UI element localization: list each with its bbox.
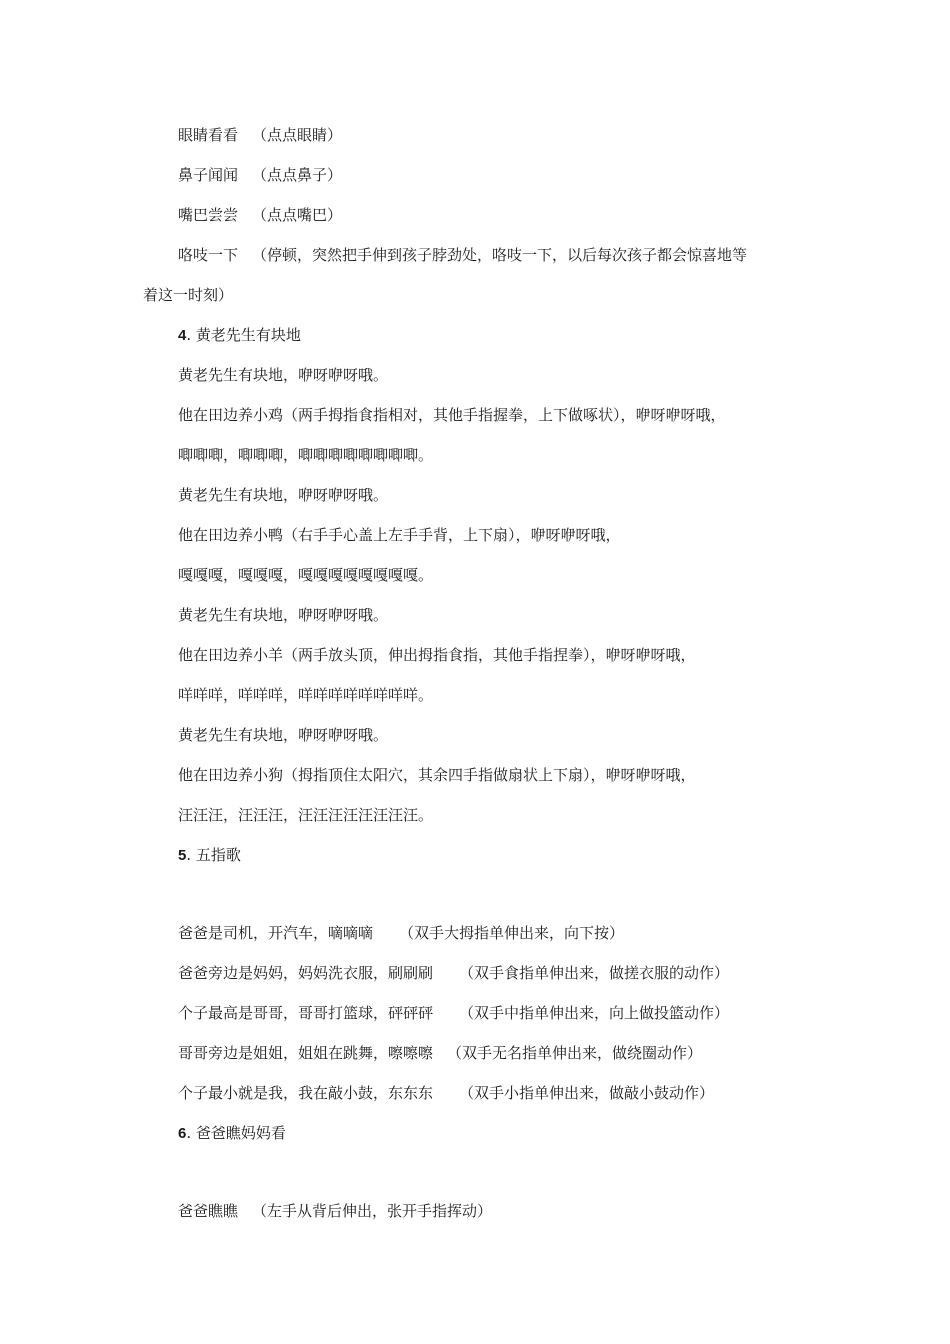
section-title: 爸爸瞧妈妈看 [195,1124,286,1142]
section-4-line: 咩咩咩，咩咩咩，咩咩咩咩咩咩咩咩。 [178,686,434,704]
senses-line-eyes [178,125,342,145]
section-title: 黄老先生有块地 [195,326,301,344]
tickle-line-continued: 着这一时刻） [143,286,234,304]
line-note: （双手小指单伸出来，做敲小鼓动作） [459,1084,715,1102]
section-number: 6 [178,1125,187,1142]
section-4-heading: 4. 黄老先生有块地 [178,326,301,344]
section-4-line: 他在田边养小羊（两手放头顶，伸出拇指食指，其他手指捏拳），咿呀咿呀哦， [178,646,696,664]
section-4-line: 黄老先生有块地，咿呀咿呀哦。 [178,486,389,504]
section-4-line: 他在田边养小狗（拇指顶住太阳穴，其余四手指做扇状上下扇），咿呀咿呀哦， [178,766,696,784]
line-note: （点点鼻子） [252,166,343,184]
line-text: 个子最高是哥哥，哥哥打篮球，砰砰砰 [178,1004,434,1022]
senses-line-mouth [178,205,342,225]
line-note: （双手中指单伸出来，向上做投篮动作） [459,1004,730,1022]
section-number: 5 [178,847,187,864]
line-note: （双手食指单伸出来，做搓衣服的动作） [459,964,730,982]
line-note: （左手从背后伸出，张开手指挥动） [252,1202,493,1220]
section-4-line: 黄老先生有块地，咿呀咿呀哦。 [178,366,389,384]
section-4-line: 嘎嘎嘎，嘎嘎嘎，嘎嘎嘎嘎嘎嘎嘎嘎。 [178,566,434,584]
section-4-line: 汪汪汪，汪汪汪，汪汪汪汪汪汪汪汪。 [178,806,434,824]
section-4-line: 黄老先生有块地，咿呀咿呀哦。 [178,606,389,624]
line-note: （停顿，突然把手伸到孩子脖劲处，咯吱一下，以后每次孩子都会惊喜地等 [252,246,748,264]
section-5-line [178,1003,729,1023]
section-6-heading: 6. 爸爸瞧妈妈看 [178,1124,286,1142]
section-6-line [178,1201,492,1221]
line-text: 爸爸是司机，开汽车，嘀嘀嘀 [178,924,374,942]
senses-line-nose [178,165,342,185]
line-text: 鼻子闻闻 [178,166,239,184]
section-title: 五指歌 [195,846,241,864]
line-text: 个子最小就是我，我在敲小鼓，东东东 [178,1084,434,1102]
section-5-heading: 5. 五指歌 [178,846,241,864]
section-4-line: 他在田边养小鸭（右手手心盖上左手手背，上下扇），咿呀咿呀哦， [178,526,621,544]
line-text: 爸爸旁边是妈妈，妈妈洗衣服，刷刷刷 [178,964,434,982]
section-5-line [178,923,624,943]
line-note: （双手大拇指单伸出来，向下按） [399,924,625,942]
line-text: 咯吱一下 [178,246,239,264]
line-text: 眼睛看看 [178,126,239,144]
section-4-line: 他在田边养小鸡（两手拇指食指相对，其他手指握拳，上下做啄状），咿呀咿呀哦， [178,406,726,424]
line-text: 爸爸瞧瞧 [178,1202,239,1220]
section-4-line: 唧唧唧，唧唧唧，唧唧唧唧唧唧唧唧。 [178,446,434,464]
section-number: 4 [178,327,187,344]
line-note: （点点嘴巴） [252,206,343,224]
section-4-line: 黄老先生有块地，咿呀咿呀哦。 [178,726,389,744]
line-note: （点点眼睛） [252,126,343,144]
line-text: 哥哥旁边是姐姐，姐姐在跳舞，嚓嚓嚓 [178,1044,434,1062]
section-5-line [178,963,729,983]
line-note: （双手无名指单伸出来，做绕圈动作） [447,1044,703,1062]
section-5-line [178,1043,702,1063]
section-5-line [178,1083,714,1103]
tickle-line [178,245,747,265]
line-text: 嘴巴尝尝 [178,206,239,224]
